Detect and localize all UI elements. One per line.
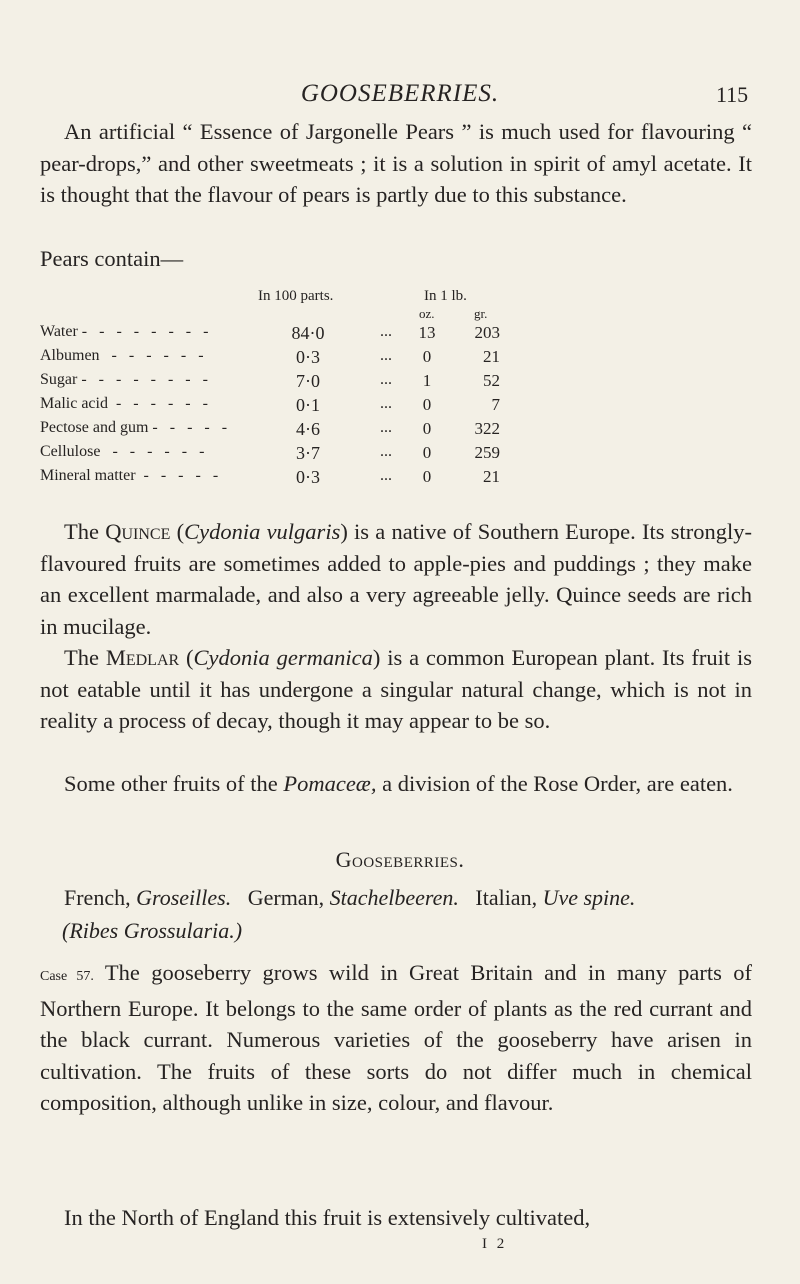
row-leader: ...	[380, 371, 392, 388]
german-label: German,	[247, 885, 325, 910]
row-ounces: 0	[422, 347, 432, 366]
signature-mark: I 2	[482, 1236, 508, 1252]
table-row	[40, 419, 760, 443]
german-name: Stachelbeeren.	[329, 885, 459, 910]
paragraph-north: In the North of England this fruit is extensively cultivated,	[64, 1205, 591, 1230]
quince-the: The	[64, 519, 99, 544]
row-grains: 259	[474, 443, 500, 462]
row-ounces: 1	[422, 371, 432, 390]
pomaceae-latin-name: Pomaceæ,	[283, 771, 377, 796]
row-ounces: 0	[422, 443, 432, 462]
row-leader: ...	[380, 443, 392, 460]
paragraph-gooseberry	[40, 957, 752, 1119]
row-name: Malic acid - - - - - -	[40, 395, 208, 412]
row-name: Water - - - - - - - -	[40, 323, 209, 340]
row-grains: 322	[474, 419, 500, 438]
row-ounces: 0	[422, 419, 432, 438]
table-row	[40, 467, 760, 491]
paragraph-quince	[40, 516, 752, 642]
table-row	[40, 371, 760, 395]
paragraph-essence: An artificial “ Essence of Jargonelle Pears ” is much used for flavouring “ pear-drops,” and other sweetmeats ; it is a solution in spirit of amyl acetate. It is thought that the flavour of pears is partly due to this substance.	[40, 119, 752, 207]
row-percent: 0·3	[296, 347, 320, 367]
pears-contain-label: Pears contain—	[40, 246, 184, 271]
running-head: GOOSEBERRIES.	[300, 80, 500, 107]
header-gr: gr.	[474, 306, 488, 321]
french-label: French,	[64, 885, 131, 910]
medlar-name: Medlar	[105, 645, 180, 670]
section-title: Gooseberries.	[335, 847, 465, 872]
row-name: Sugar - - - - - - - -	[40, 371, 208, 388]
row-grains: 203	[474, 323, 500, 342]
row-leader: ...	[380, 467, 392, 484]
row-leader: ...	[380, 347, 392, 364]
medlar-text: ) is a common European plant. Its fruit is not eatable until it has undergone a singular natural change, which is not in reality a process of decay, though it may appear to be so.	[40, 645, 752, 733]
header-in-100-parts: In 100 parts.	[258, 288, 334, 304]
case-label: Case 57.	[40, 969, 94, 984]
table-row	[40, 323, 760, 347]
row-name: Albumen - - - - - -	[40, 347, 204, 364]
header-in-1-lb: In 1 lb.	[424, 288, 467, 304]
pomaceae-before: Some other fruits of the	[64, 771, 278, 796]
table-row	[40, 395, 760, 419]
row-percent: 84·0	[291, 323, 325, 343]
row-grains: 52	[483, 371, 500, 390]
common-names-line	[64, 885, 635, 911]
italian-name: Uve spine.	[542, 885, 636, 910]
medlar-open-paren: (	[186, 645, 194, 670]
table-row	[40, 443, 760, 467]
pomaceae-after: a division of the Rose Order, are eaten.	[382, 771, 733, 796]
medlar-latin-name: Cydonia germanica	[193, 645, 373, 670]
row-grains: 21	[483, 467, 500, 486]
row-leader: ...	[380, 323, 392, 340]
botanical-name: (Ribes Grossularia.)	[62, 918, 243, 943]
quince-latin-name: Cydonia vulgaris	[184, 519, 341, 544]
header-oz: oz.	[419, 306, 435, 321]
paragraph-pomaceae	[40, 768, 752, 800]
row-ounces: 0	[422, 395, 432, 414]
row-name: Pectose and gum - - - - -	[40, 419, 228, 436]
row-percent: 3·7	[296, 443, 320, 463]
row-percent: 0·3	[296, 467, 320, 487]
gooseberry-text: The gooseberry grows wild in Great Britain and in many parts of Northern Europe. It belongs to the same order of plants as the red currant and the black currant. Numerous varieties of the gooseberry have arisen in cultivation. The fruits of these sorts do not differ much in chemical composition, although unlike in size, colour, and flavour.	[40, 960, 752, 1115]
italian-label: Italian,	[475, 885, 538, 910]
row-grains: 7	[491, 395, 500, 414]
french-name: Groseilles.	[136, 885, 232, 910]
row-leader: ...	[380, 419, 392, 436]
quince-name: Quince	[105, 519, 171, 544]
medlar-the: The	[64, 645, 99, 670]
row-ounces: 13	[418, 323, 436, 342]
row-ounces: 0	[422, 467, 432, 486]
row-percent: 7·0	[296, 371, 320, 391]
row-percent: 4·6	[296, 419, 320, 439]
row-leader: ...	[380, 395, 392, 412]
row-name: Cellulose - - - - - -	[40, 443, 205, 460]
quince-text: ) is a native of Southern Europe. Its strongly-flavoured fruits are sometimes added to apple-pies and puddings ; they make an excellent marmalade, and also a very agreeable jelly. Quince seeds are rich in mucilage.	[40, 519, 752, 639]
row-name: Mineral matter - - - - -	[40, 467, 219, 484]
page-number: 115	[716, 82, 749, 107]
table-row	[40, 347, 760, 371]
row-grains: 21	[483, 347, 500, 366]
row-percent: 0·1	[296, 395, 320, 415]
paragraph-medlar	[40, 642, 752, 737]
quince-open-paren: (	[176, 519, 185, 544]
